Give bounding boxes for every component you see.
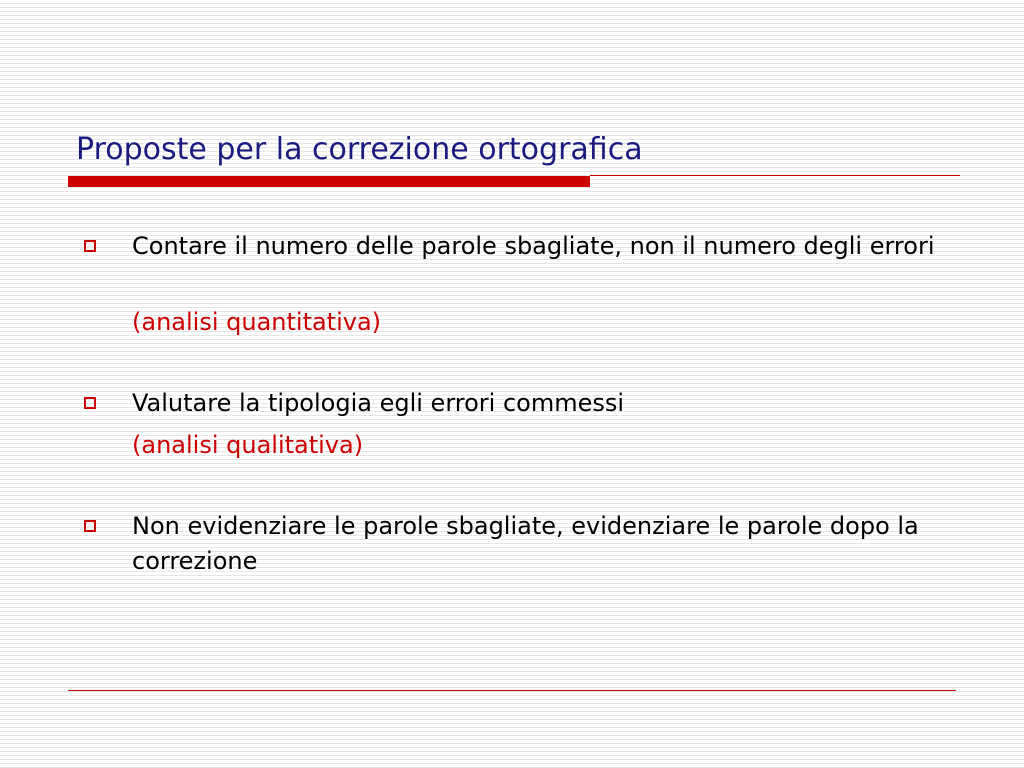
bullet-note: (analisi quantitativa) — [132, 308, 382, 336]
square-bullet-icon — [84, 240, 96, 252]
bullet-text: Valutare la tipologia egli errori commessi — [132, 389, 625, 417]
square-bullet-icon — [84, 397, 96, 409]
bullet-text: Contare il numero delle parole sbagliate, non il numero degli errori — [132, 232, 935, 260]
square-bullet-icon — [84, 520, 96, 532]
bullet-note: (analisi qualitativa) — [132, 431, 364, 459]
footer-rule — [68, 690, 956, 691]
slide-title: Proposte per la correzione ortografica — [76, 132, 643, 167]
bullet-text: Non evidenziare le parole sbagliate, evidenziare le parole dopo la correzione — [132, 512, 919, 575]
